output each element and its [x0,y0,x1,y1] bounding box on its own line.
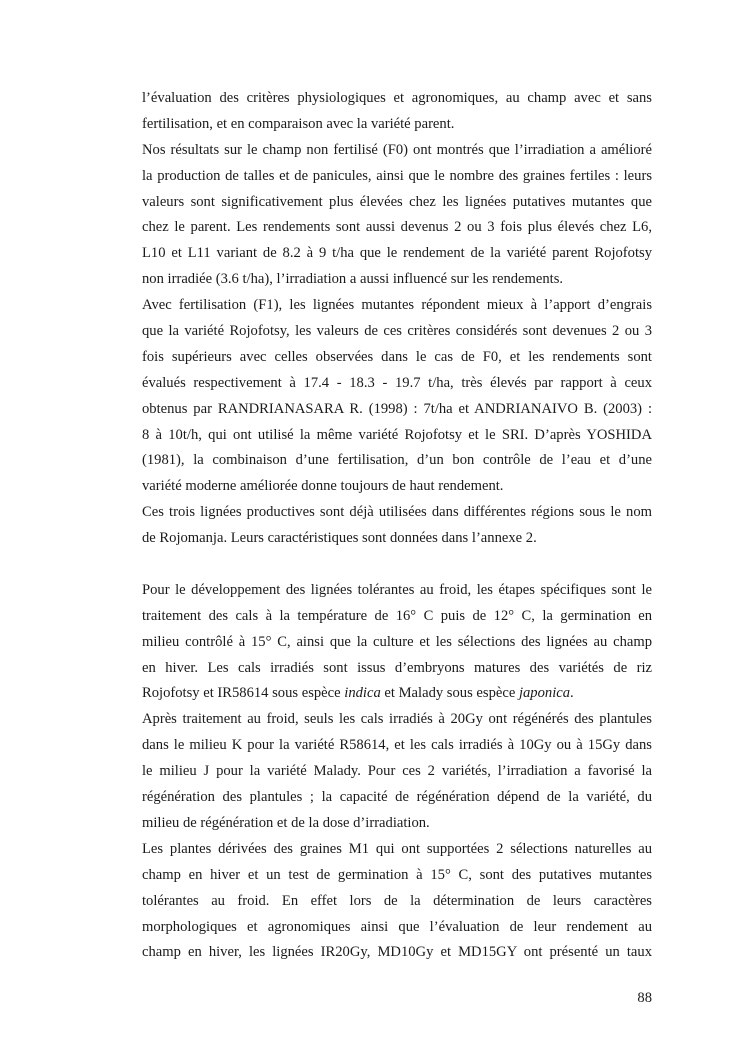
text-line: traitement des cals à la température de 16° C puis de 12° C, la germination en [142,607,652,624]
text-line: Les plantes dérivées des graines M1 qui ont supportées 2 sélections naturelles au [142,840,652,857]
text-line: Pour le développement des lignées tolérantes au froid, les étapes spécifiques sont le [142,581,652,598]
text-line: évalués respectivement à 17.4 - 18.3 - 19.7 t/ha, très élevés par rapport à ceux [142,374,652,391]
italic-term-indica: indica [344,685,381,702]
paragraph-7 [142,837,652,966]
paragraph-6 [142,707,652,836]
text-line: non irradiée (3.6 t/ha), l’irradiation a aussi influencé sur les rendements. [142,271,564,288]
text-line: en hiver. Les cals irradiés sont issus d’embryons matures des variétés de riz [142,659,652,676]
text-run: . [570,685,574,702]
text-line: obtenus par RANDRIANASARA R. (1998) : 7t/ha et ANDRIANAIVO B. (2003) : [142,400,652,417]
text-line: valeurs sont significativement plus élevées chez les lignées putatives mutantes que [142,193,652,210]
text-line: champ en hiver et un test de germination à 15° C, sont des putatives mutantes [142,866,652,883]
text-line: (1981), la combinaison d’une fertilisation, d’un bon contrôle de l’eau et d’une [142,452,652,469]
paragraph-4 [142,500,652,552]
paragraph-1 [142,86,652,138]
text-line: régénération des plantules ; la capacité de régénération dépend de la variété, du [142,789,652,806]
text-run: Rojofotsy et IR58614 sous espèce [142,685,345,702]
text-line: Avec fertilisation (F1), les lignées mutantes répondent mieux à l’apport d’engrais [142,297,652,314]
text-line: milieu contrôlé à 15° C, ainsi que la culture et les sélections des lignées au champ [142,633,652,650]
text-run: et Malady sous espèce [380,685,519,702]
text-line: le milieu J pour la variété Malady. Pour ces 2 variétés, l’irradiation a favorisé la [142,763,652,780]
text-line: la production de talles et de panicules, ainsi que le nombre des graines fertiles : leurs [142,167,652,184]
paragraph-3 [142,293,652,500]
text-line: fertilisation, et en comparaison avec la variété parent. [142,115,455,132]
text-line: que la variété Rojofotsy, les valeurs de ces critères considérés sont devenues 2 ou 3 [142,323,652,340]
text-line: Nos résultats sur le champ non fertilisé (F0) ont montrés que l’irradiation a amélioré [142,141,652,158]
text-line: champ en hiver, les lignées IR20Gy, MD10Gy et MD15GY ont présenté un taux [142,944,652,961]
text-line: Après traitement au froid, seuls les cals irradiés à 20Gy ont régénérés des plantules [142,711,652,728]
text-line: 8 à 10t/h, qui ont utilisé la même variété Rojofotsy et le SRI. D’après YOSHIDA [142,426,652,443]
italic-term-japonica: japonica [518,685,571,702]
document-body [142,86,652,966]
paragraph-2 [142,138,652,293]
text-line: tolérantes au froid. En effet lors de la détermination de leurs caractères [142,892,652,909]
paragraph-spacer [142,552,652,578]
text-line: L10 et L11 variant de 8.2 à 9 t/ha que le rendement de la variété parent Rojofotsy [142,245,652,262]
text-line: morphologiques et agronomiques ainsi que l’évaluation de leur rendement au [142,918,652,935]
text-line: fois supérieurs avec celles observées dans le cas de F0, et les rendements sont [142,348,652,365]
text-line: milieu de régénération et de la dose d’irradiation. [142,814,430,831]
text-line: l’évaluation des critères physiologiques et agronomiques, au champ avec et sans [142,90,652,106]
text-line: de Rojomanja. Leurs caractéristiques sont données dans l’annexe 2. [142,530,537,547]
text-line: chez le parent. Les rendements sont aussi devenus 2 ou 3 fois plus élevés chez L6, [142,219,652,236]
text-line: dans le milieu K pour la variété R58614, et les cals irradiés à 10Gy ou à 15Gy dans [142,737,652,754]
paragraph-5 [142,578,652,707]
page-number: 88 [637,990,652,1006]
text-line [142,681,652,707]
text-line: variété moderne améliorée donne toujours de haut rendement. [142,478,504,495]
text-line: Ces trois lignées productives sont déjà utilisées dans différentes régions sous le nom [142,504,652,521]
